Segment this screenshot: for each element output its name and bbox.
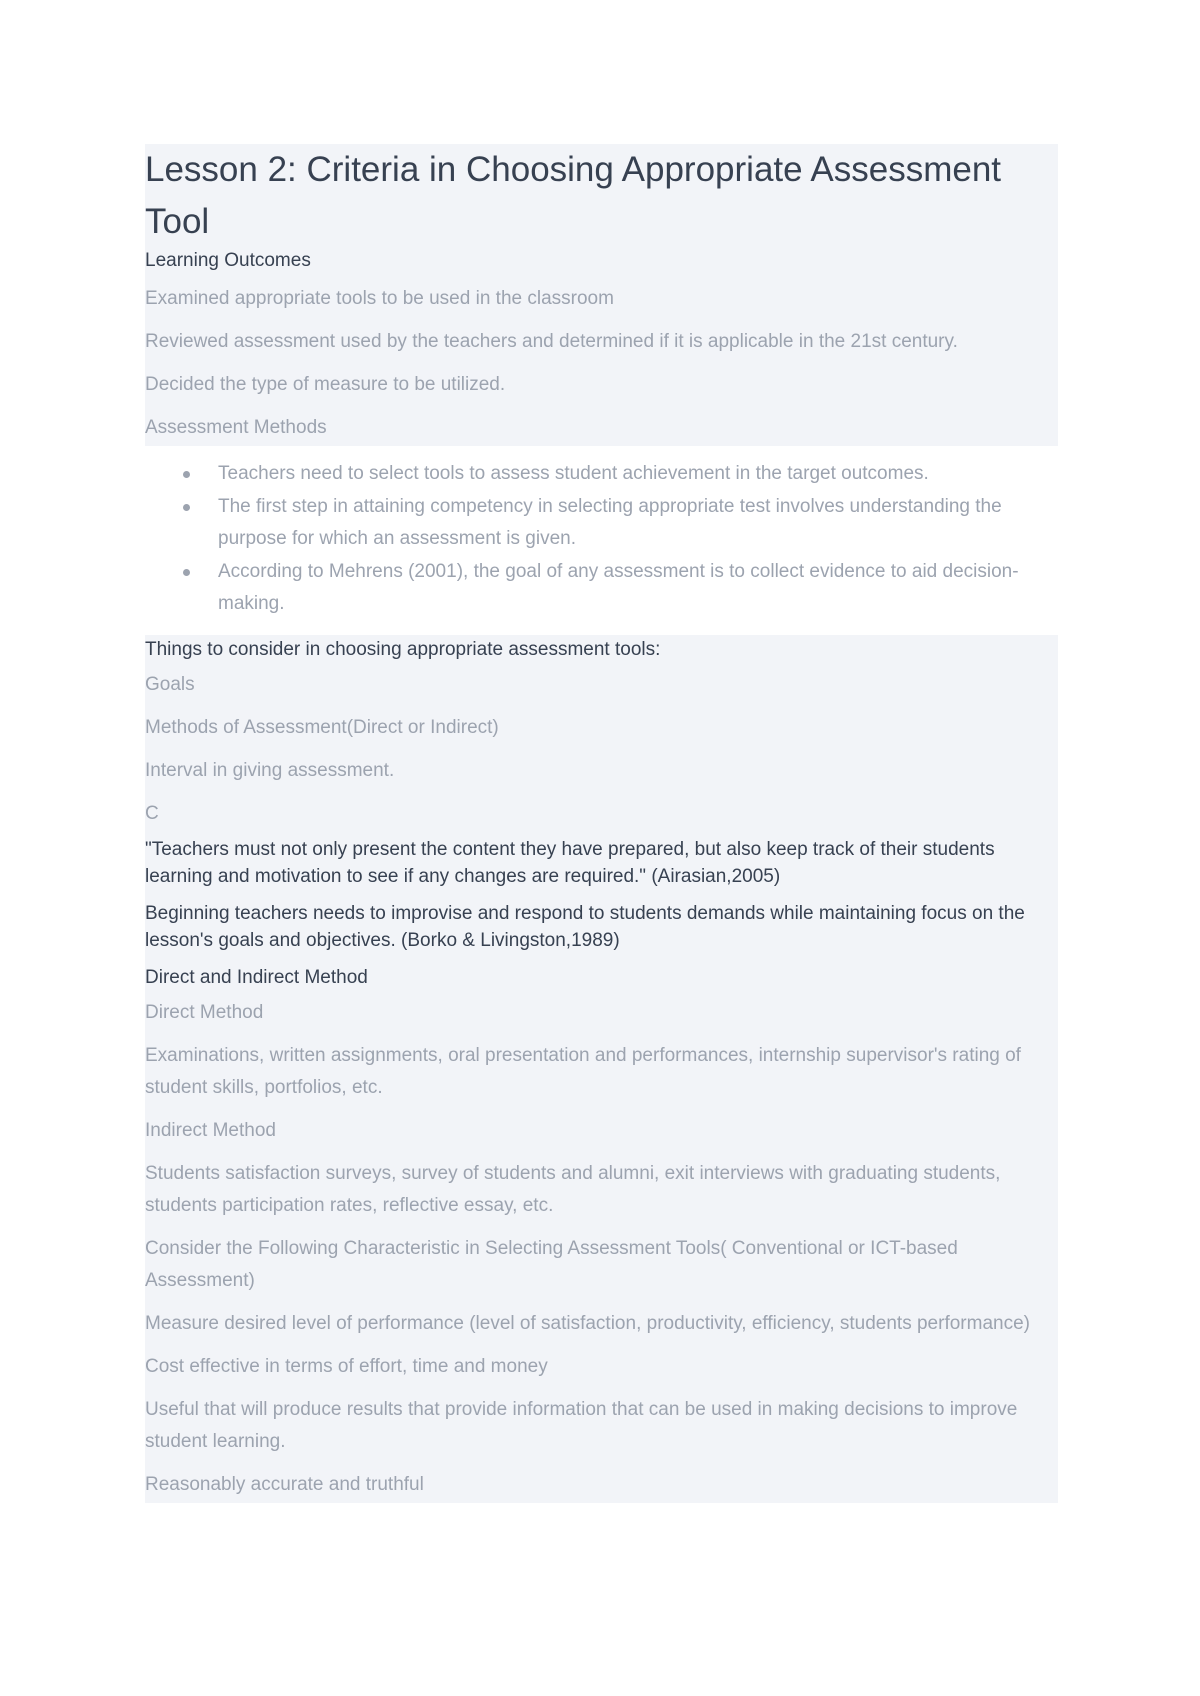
considerations-heading: Things to consider in choosing appropriate assessment tools: bbox=[145, 639, 661, 660]
list-item bbox=[145, 458, 1058, 490]
bullet-icon bbox=[183, 569, 190, 576]
indirect-method-label: Indirect Method bbox=[145, 1120, 276, 1141]
list-item bbox=[145, 556, 1058, 620]
considerations-section bbox=[145, 635, 1058, 1503]
intro-section bbox=[145, 144, 1058, 446]
c-text: C bbox=[145, 803, 159, 824]
borko-quote: Beginning teachers needs to improvise and respond to students demands while maintaining focus on the lesson's goals and objectives. (Borko & Livingston,1989) bbox=[145, 903, 1025, 951]
direct-method-label: Direct Method bbox=[145, 1002, 264, 1023]
learning-outcomes-heading: Learning Outcomes bbox=[145, 250, 311, 271]
list-item-text: The first step in attaining competency in selecting appropriate test involves understanding the purpose for which an assessment is given. bbox=[218, 496, 1002, 549]
cost-text: Cost effective in terms of effort, time and money bbox=[145, 1356, 548, 1377]
indirect-method-text: Students satisfaction surveys, survey of students and alumni, exit interviews with graduating students, students participation rates, reflective essay, etc. bbox=[145, 1163, 1001, 1216]
direct-indirect-heading: Direct and Indirect Method bbox=[145, 967, 368, 988]
assessment-methods-heading: Assessment Methods bbox=[145, 417, 327, 438]
interval-text: Interval in giving assessment. bbox=[145, 760, 395, 781]
list-item-text: According to Mehrens (2001), the goal of any assessment is to collect evidence to aid decision-making. bbox=[218, 561, 1019, 614]
accurate-text: Reasonably accurate and truthful bbox=[145, 1474, 424, 1495]
methods-text: Methods of Assessment(Direct or Indirect) bbox=[145, 717, 499, 738]
document-content bbox=[145, 144, 1058, 1503]
measure-text: Measure desired level of performance (level of satisfaction, productivity, efficiency, students performance) bbox=[145, 1313, 1030, 1334]
outcome-item: Reviewed assessment used by the teachers and determined if it is applicable in the 21st century. bbox=[145, 331, 958, 352]
outcome-item: Examined appropriate tools to be used in the classroom bbox=[145, 288, 614, 309]
assessment-bullet-list bbox=[145, 446, 1058, 635]
list-item-text: Teachers need to select tools to assess student achievement in the target outcomes. bbox=[218, 463, 929, 484]
outcome-item: Decided the type of measure to be utilized. bbox=[145, 374, 506, 395]
useful-text: Useful that will produce results that provide information that can be used in making decisions to improve student learning. bbox=[145, 1399, 1018, 1452]
list-item bbox=[145, 491, 1058, 555]
airasian-quote: "Teachers must not only present the content they have prepared, but also keep track of their students learning and motivation to see if any changes are required." (Airasian,2005) bbox=[145, 839, 995, 887]
direct-method-text: Examinations, written assignments, oral presentation and performances, internship supervisor's rating of student skills, portfolios, etc. bbox=[145, 1045, 1021, 1098]
page-title: Lesson 2: Criteria in Choosing Appropriate Assessment Tool bbox=[145, 150, 1002, 241]
goals-text: Goals bbox=[145, 674, 195, 695]
characteristics-heading: Consider the Following Characteristic in Selecting Assessment Tools( Conventional or ICT-based Assessment) bbox=[145, 1238, 958, 1291]
bullet-icon bbox=[183, 504, 190, 511]
bullet-icon bbox=[183, 471, 190, 478]
